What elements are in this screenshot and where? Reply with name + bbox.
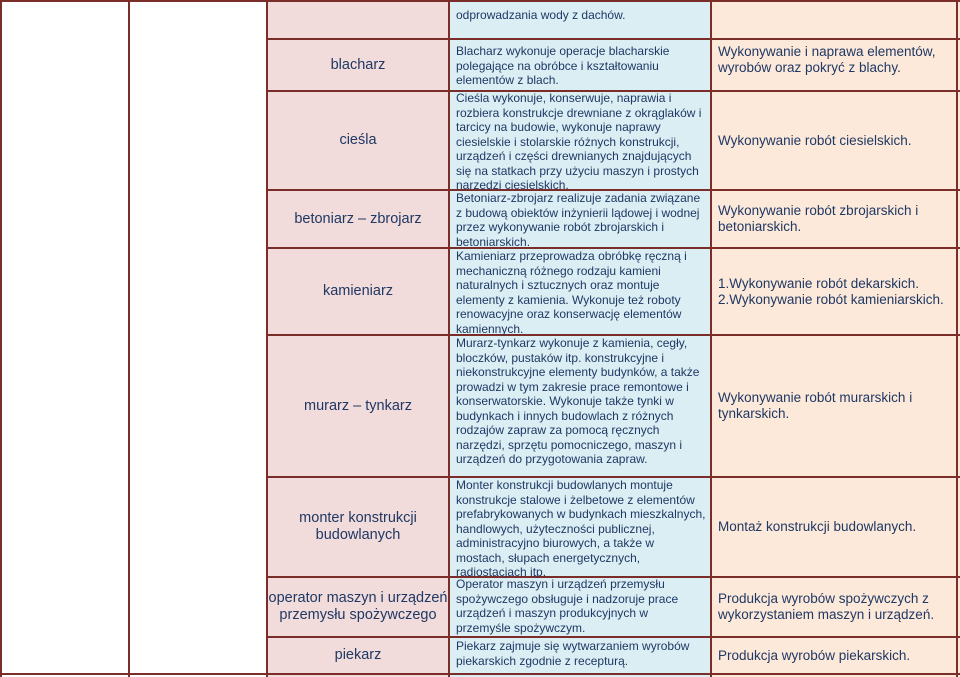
table-border [0,0,960,2]
profession-cell: operator maszyn i urządzeń przemysłu spożywczego [268,590,448,623]
description-cell: odprowadzania wody z dachów. [456,8,626,22]
table-border [0,0,2,677]
qualification-cell: Wykonywanie robót murarskich i tynkarskich. [718,390,913,421]
description-cell: Murarz-tynkarz wykonuje z kamienia, cegły, bloczków, pustaków itp. konstrukcyjne i niekonstrukcyjne elementy budynków, a także prowadzi w tym zakresie prace remontowe i konserwatorskie. Wykonuje także tynki w budynkach i innych budowlach z różnych rodzajów zapraw za pomocą ręcznych narzędzi, sprzętu pomocniczego, maszyn i urządzeń do przygotowania zapraw. [456,336,700,466]
profession-cell: betoniarz – zbrojarz [294,210,422,227]
profession-cell: piekarz [334,647,382,663]
column-number [0,0,128,677]
qualification-cell: Wykonywanie i naprawa elementów, wyrobów oraz pokryć z blachy. [718,44,936,75]
profession-cell: blacharz [330,56,386,73]
description-cell: Piekarz zajmuje się wytwarzaniem wyrobów piekarskich zgodnie z recepturą. [456,639,690,668]
profession-cell: kamieniarz [322,283,394,299]
profession-cell: cieśla [339,132,377,148]
profession-cell: murarz – tynkarz [304,397,412,414]
description-cell: Kamieniarz przeprowadza obróbkę ręczną i mechaniczną różnego rodzaju kamieni naturalnych i sztucznych oraz montuje elementy z kamienia. Wykonuje też roboty renowacyjne oraz konserwację elementów kamiennych. [456,249,687,336]
description-cell: Monter konstrukcji budowlanych montuje konstrukcje stalowe i żelbetowe z elementów prefabrykowanych w budynkach mieszkalnych, handlowych, użyteczności publicznej, administracyjno biurowych, a także w mostach, słupach energetycznych, radiostacjach itp. [456,478,706,578]
qualification-cell: Produkcja wyrobów piekarskich. [718,647,911,663]
qualification-cell: Wykonywanie robót ciesielskich. [718,132,912,148]
qualification-cell: Montaż konstrukcji budowlanych. [718,519,917,534]
description-cell: Betoniarz-zbrojarz realizuje zadania związane z budową obiektów inżynierii lądowej i wodnej przez wykonywanie robót zbrojarskich i betoniarskich. [456,191,701,249]
qualification-cell: Wykonywanie robót zbrojarskich i betoniarskich. [718,203,919,234]
profession-cell: monter konstrukcji budowlanych [299,510,417,543]
description-cell: Cieśla wykonuje, konserwuje, naprawia i rozbiera konstrukcje drewniane z okrąglaków i tarcicy na budowie, wykonuje naprawy ciesielskie i stolarskie różnych konstrukcji, urządzeń i części drewnianych znajdujących się na statkach przy użyciu maszyn i prostych narzędzi ciesielskich. [456,91,702,191]
description-cell: Operator maszyn i urządzeń przemysłu spożywczego obsługuje i nadzoruje prace urządzeń i maszyn produkcyjnych w przemyśle spożywczym. [456,577,679,635]
qualification-cell: 1.Wykonywanie robót dekarskich. 2.Wykonywanie robót kamieniarskich. [718,275,944,307]
table-border [128,0,130,677]
qualification-cell: Produkcja wyrobów spożywczych z wykorzystaniem maszyn i urządzeń. [718,591,935,622]
column-code [130,0,266,677]
description-cell: Blacharz wykonuje operacje blacharskie polegające na obróbce i kształtowaniu elementów z blach. [456,44,670,87]
